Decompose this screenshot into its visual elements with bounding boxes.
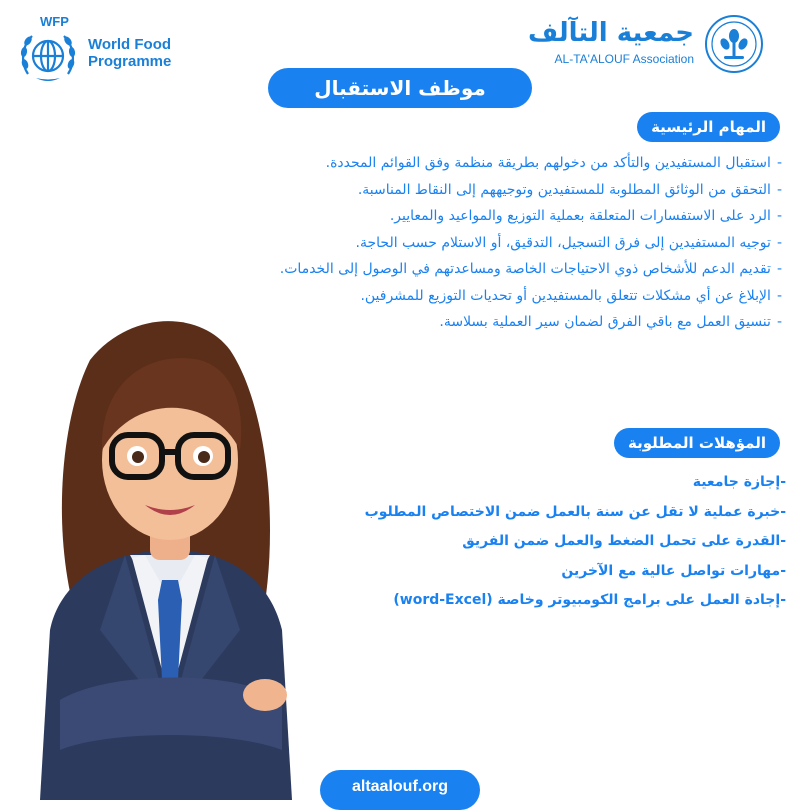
list-item: -مهارات تواصل عالية مع الآخرين xyxy=(561,562,786,579)
org-name-arabic: جمعية التآلف xyxy=(527,18,694,48)
list-item: -القدرة على تحمل الضغط والعمل ضمن الفريق xyxy=(462,533,786,549)
list-item: -استقبال المستفيدين والتأكد من دخولهم بطريقة منظمة وفق القوائم المحددة. xyxy=(325,155,782,171)
wfp-name xyxy=(88,36,198,70)
wfp-logo xyxy=(18,14,188,84)
list-item: -تقديم الدعم للأشخاص ذوي الاحتياجات الخاصة ومساعدتهم في الوصول إلى الخدمات. xyxy=(279,261,782,277)
list-item: -الرد على الاستفسارات المتعلقة بعملية التوزيع والمواعيد والمعايير. xyxy=(389,208,782,224)
wfp-name-line1: World Food xyxy=(88,36,172,53)
list-item: -إجادة العمل على برامج الكومبيوتر وخاصة (word-Excel) xyxy=(393,592,786,608)
wfp-abbreviation: WFP xyxy=(40,14,69,29)
list-item: -إجازة جامعية xyxy=(692,474,786,490)
wfp-name-line2: Programme xyxy=(88,53,172,70)
receptionist-illustration xyxy=(20,300,320,800)
qualifications-list xyxy=(306,468,786,616)
list-item: -توجيه المستفيدين إلى فرق التسجيل، التدقيق، أو الاستلام حسب الحاجة. xyxy=(355,234,782,251)
tasks-heading: المهام الرئيسية xyxy=(637,112,780,142)
wfp-wheat-globe-icon xyxy=(18,28,78,84)
qualifications-heading: المؤهلات المطلوبة xyxy=(614,428,780,458)
list-item: -التحقق من الوثائق المطلوبة للمستفيدين وتوجيههم إلى النقاط المناسبة. xyxy=(357,181,782,198)
altaalouf-logo xyxy=(527,14,764,76)
job-title: موظف الاستقبال xyxy=(268,68,532,108)
org-name-latin: AL-TA'ALOUF Association xyxy=(554,52,694,66)
list-item: -الإبلاغ عن أي مشكلات تتعلق بالمستفيدين أو تحديات التوزيع للمشرفين. xyxy=(360,287,782,304)
website-link[interactable]: altaalouf.org xyxy=(320,770,480,810)
list-item: -خبرة عملية لا تقل عن سنة بالعمل ضمن الاختصاص المطلوب xyxy=(364,503,786,520)
altaalouf-emblem-icon xyxy=(704,14,764,74)
list-item: -تنسيق العمل مع باقي الفرق لضمان سير العملية بسلاسة. xyxy=(439,314,782,330)
